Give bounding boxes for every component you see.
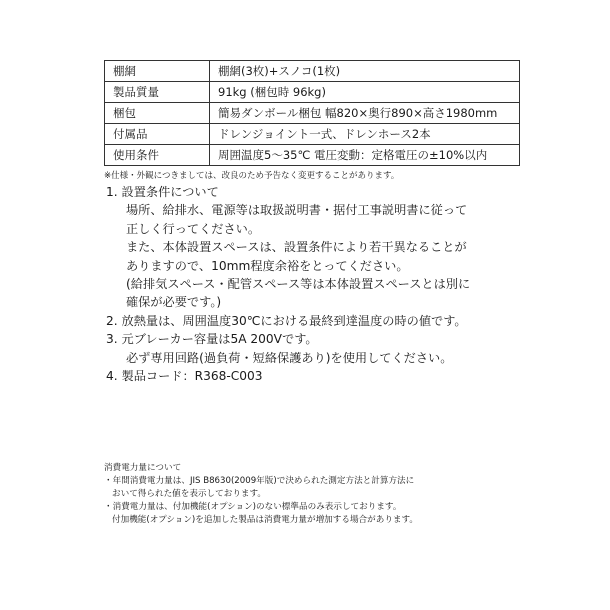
note-3-line: 必ず専用回路(過負荷・短絡保護あり)を使用してください。 (126, 350, 453, 365)
power-consumption-section (104, 462, 418, 527)
note-1-line: 場所、給排水、電源等は取扱説明書・据付工事説明書に従って (126, 203, 468, 218)
spec-value-accessories: ドレンジョイント一式、ドレンホース2本 (210, 124, 520, 145)
power-line: おいて得られた値を表示しております。 (112, 489, 267, 499)
spec-value-conditions: 周囲温度5～35℃ 電圧変動：定格電圧の±10%以内 (210, 145, 520, 166)
note-1-line: 確保が必要です。) (126, 295, 222, 310)
power-title: 消費電力量について (104, 463, 182, 473)
note-2: 2. 放熱量は、周囲温度30℃における最終到達温度の時の値です。 (106, 313, 467, 328)
spec-label-shelf: 棚網 (105, 61, 210, 82)
spec-row-accessories (105, 124, 520, 145)
spec-row-shelf (105, 61, 520, 82)
note-1-line: (給排気スペース・配管スペース等は本体設置スペースとは別に (126, 276, 471, 291)
note-1-line: また、本体設置スペースは、設置条件により若干異なることが (126, 240, 467, 255)
spec-row-weight (105, 82, 520, 103)
power-line: ・年間消費電力量は、JIS B8630(2009年版)で決められた測定方法と計算方法に (104, 476, 415, 486)
spec-row-conditions (105, 145, 520, 166)
note-1-line: 正しく行ってください。 (126, 221, 261, 236)
note-4-product-code: 4. 製品コード：R368-C003 (106, 368, 263, 383)
spec-row-packaging (105, 103, 520, 124)
spec-value-packaging: 簡易ダンボール梱包 幅820×奥行890×高さ1980mm (210, 103, 520, 124)
spec-label-accessories: 付属品 (105, 124, 210, 145)
spec-label-weight: 製品質量 (105, 82, 210, 103)
note-1-heading: 1. 設置条件について (106, 185, 219, 199)
spec-value-weight: 91kg (梱包時 96kg) (210, 82, 520, 103)
power-line: 付加機能(オプション)を追加した製品は消費電力量が増加する場合があります。 (112, 515, 419, 525)
note-3: 3. 元ブレーカー容量は5A 200Vです。 (106, 332, 318, 347)
spec-label-packaging: 梱包 (105, 103, 210, 124)
note-1-line: ありますので、10mm程度余裕をとってください。 (126, 258, 409, 273)
spec-table (104, 60, 520, 166)
spec-value-shelf: 棚網(3枚)+スノコ(1枚) (210, 61, 520, 82)
spec-label-conditions: 使用条件 (105, 145, 210, 166)
installation-notes (106, 183, 470, 385)
power-line: ・消費電力量は、付加機能(オプション)のない標準品のみ表示しております。 (104, 502, 402, 512)
spec-disclaimer: ※仕様・外観につきましては、改良のため予告なく変更することがあります。 (104, 171, 400, 181)
